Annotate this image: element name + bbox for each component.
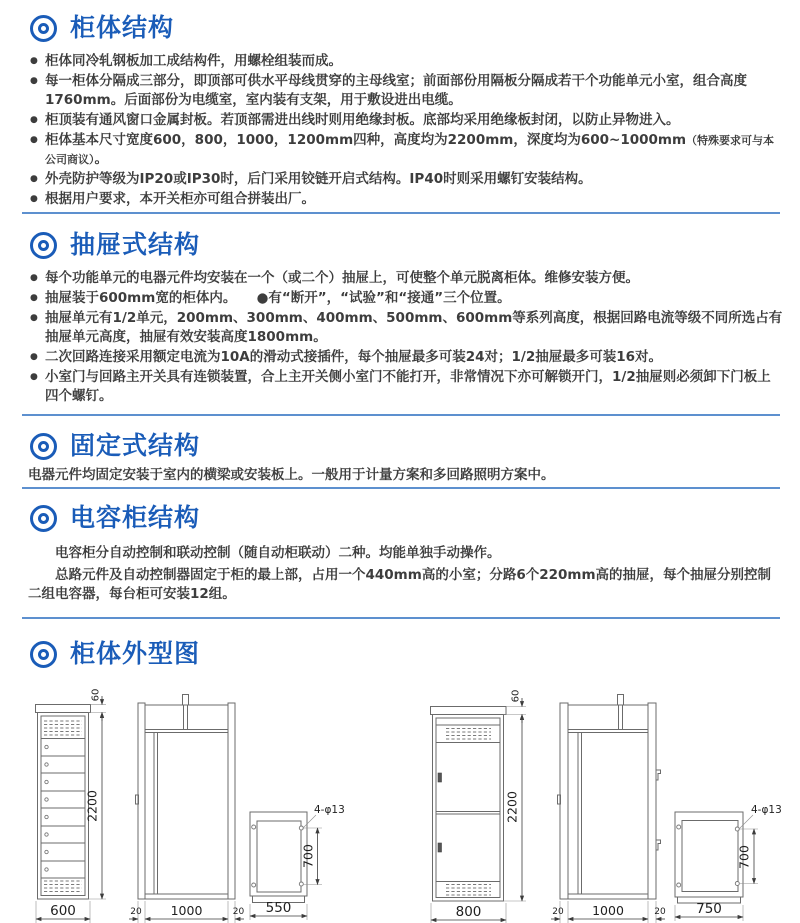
- dim-cabinet-depth: 1000: [592, 903, 624, 918]
- section-header-cabinet-structure: [30, 0, 800, 45]
- cabinet-structure-bullet-list: [0, 52, 800, 209]
- bullet-item: ● 柜体同冷轧钢板加工成结构件，用螺栓组装而成。: [30, 52, 784, 71]
- bullet-item: ● 柜体基本尺寸宽度600，800，1000，1200mm四种，高度均为2200mm，深度均为600~1000mm（特殊要求可与本公司商议）。: [30, 131, 784, 169]
- bullet-item: ● 每个功能单元的电器元件均安装在一个（或二个）抽屉上，可使整个单元脱离柜体。维修安装方便。: [30, 269, 784, 288]
- section-divider: [22, 617, 780, 619]
- dim-cabinet-height: 2200: [504, 791, 520, 823]
- dim-hole-pitch: 700: [736, 845, 752, 869]
- section-header-capacitor-structure: [30, 501, 800, 535]
- bullet-item: ● 二次回路连接采用额定电流为10A的滑动式接插件，每个抽屉最多可装24对；1/2抽屉最多可装16对。: [30, 348, 784, 367]
- mounting-holes-label: 4-φ13: [751, 804, 782, 816]
- drawing-front-view-800: [431, 690, 527, 923]
- section-title: 固定式结构: [70, 431, 201, 460]
- cabinet-outline-drawings: [0, 681, 800, 923]
- drawing-front-view-600: [36, 689, 107, 923]
- fixed-structure-paragraph: 电器元件均固定安装于室内的横梁或安装板上。一般用于计量方案和多回路照明方案中。: [28, 467, 555, 483]
- dim-hole-pitch: 700: [300, 844, 316, 868]
- section-header-drawer-structure: [30, 228, 800, 262]
- dim-cabinet-height: 2200: [84, 790, 100, 822]
- bullet-item: ● 根据用户要求，本开关柜亦可组合拼装出厂。: [30, 190, 784, 209]
- section-header-outline-drawing: [30, 637, 800, 671]
- dim-cap-height: 60: [510, 689, 522, 703]
- double-circle-icon: [30, 505, 57, 532]
- bullet-item: ● 外壳防护等级为IP20或IP30时，后门采用铰链开启式结构。IP40时则采用螺钉安装结构。: [30, 170, 784, 189]
- section-divider: [22, 487, 780, 489]
- dim-frame-gap-right: 20: [654, 907, 666, 917]
- double-circle-icon: [30, 232, 57, 259]
- dim-frame-gap-left: 20: [130, 907, 142, 917]
- double-circle-icon: [30, 15, 57, 42]
- section-title: 电容柜结构: [70, 503, 201, 532]
- section-header-fixed-structure: [30, 429, 800, 463]
- dim-base-width: 750: [696, 901, 722, 917]
- mounting-holes-label: 4-φ13: [314, 804, 345, 816]
- section-divider: [22, 212, 780, 214]
- drawing-base-plan-550: [250, 804, 345, 920]
- bullet-item: ● 每一柜体分隔成三部分，即顶部可供水平母线贯穿的主母线室；前面部份用隔板分隔成若干个功能单元小室，组合高度1760mm。后面部份为电缆室，室内装有支架，用于敷设进出电缆。: [30, 72, 784, 110]
- dim-cabinet-depth: 1000: [170, 903, 203, 918]
- drawing-side-view-left: [129, 695, 244, 923]
- drawing-base-plan-750: [675, 804, 782, 921]
- dim-frame-gap-left: 20: [552, 907, 564, 917]
- dim-frame-gap-right: 20: [232, 907, 245, 917]
- bullet-item: ● 小室门与回路主开关具有连锁装置，合上主开关侧小室门不能打开，非常情况下亦可解锁开门，1/2抽屉则必须卸下门板上四个螺钉。: [30, 368, 784, 406]
- double-circle-icon: [30, 433, 57, 460]
- double-circle-icon: [30, 641, 57, 668]
- dim-cabinet-width: 800: [455, 904, 482, 920]
- dim-cabinet-width: 600: [50, 903, 76, 919]
- bullet-item: ● 抽屉单元有1/2单元，200mm、300mm、400mm、500mm、600mm等系列高度，根据回路电流等级不同所选占有抽屉单元高度，抽屉有效安装高度1800mm。: [30, 309, 784, 347]
- drawer-structure-bullet-list: [0, 269, 800, 406]
- dim-cap-height: 60: [90, 688, 102, 702]
- section-title: 柜体外型图: [70, 639, 201, 668]
- bullet-item: ● 柜顶装有通风窗口金属封板。若顶部需进出线时则用绝缘封板。底部均采用绝缘板封闭，以防止异物进入。: [30, 111, 784, 130]
- capacitor-paragraph: 总路元件及自动控制器固定于柜的最上部，占用一个440mm高的小室；分路6个220mm高的抽屉，每个抽屉分别控制二组电容器，每台柜可安装12组。: [28, 567, 772, 602]
- section-divider: [22, 414, 780, 416]
- capacitor-paragraph: 电容柜分自动控制和联动控制（随自动柜联动）二种。均能单独手动操作。: [55, 545, 501, 561]
- drawing-side-view-right: [551, 695, 666, 923]
- section-title: 抽屉式结构: [70, 230, 201, 259]
- section-title: 柜体结构: [70, 13, 175, 42]
- bullet-item: ● 抽屉装于600mm宽的柜体内。 ●有“断开”，“试验”和“接通”三个位置。: [30, 289, 784, 308]
- dim-base-width: 550: [265, 900, 292, 916]
